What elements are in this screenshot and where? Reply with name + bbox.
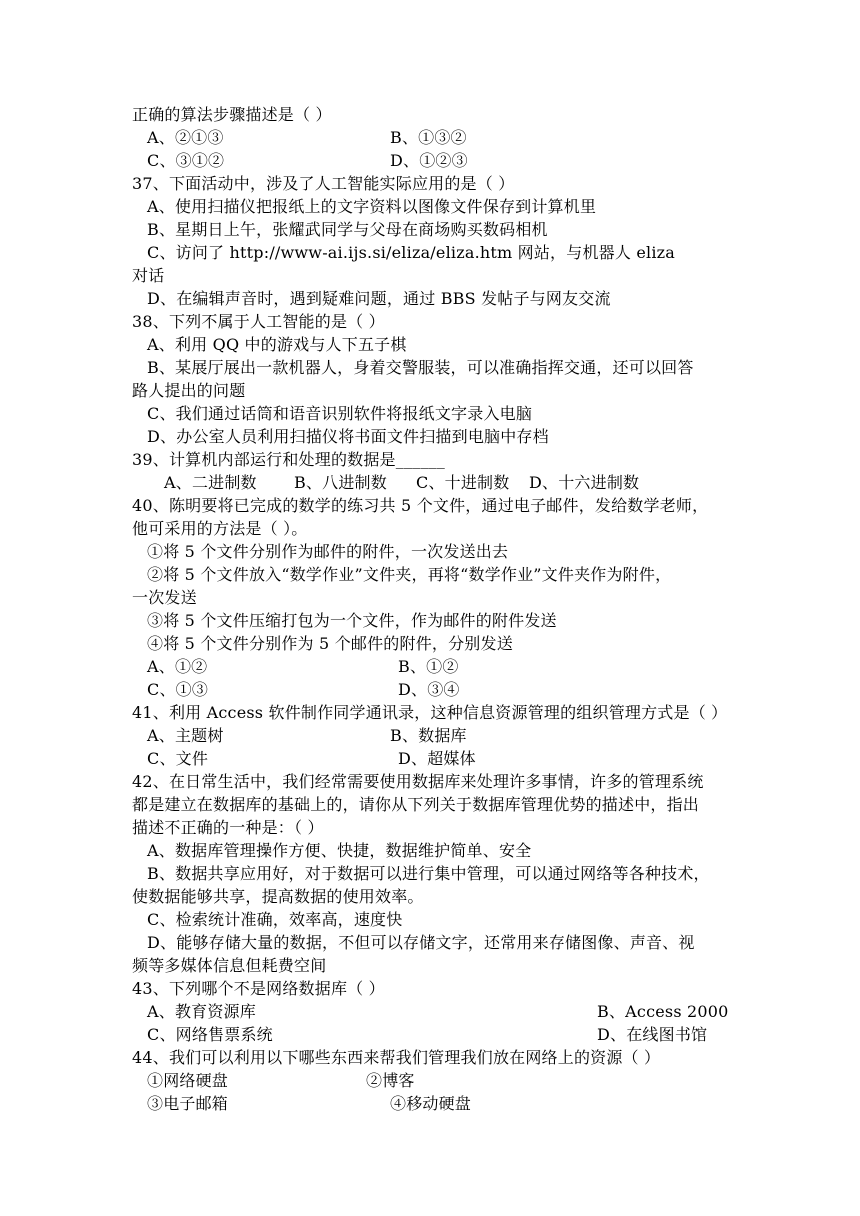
q44-item-3: ③电子邮箱 (147, 1094, 229, 1113)
q40-item-2-line1: ②将 5 个文件放入“数学作业”文件夹，再将“数学作业”文件夹作为附件， (147, 565, 672, 584)
q41-option-b: B、数据库 (390, 726, 467, 745)
q44-stem: 44、我们可以利用以下哪些东西来帮我们管理我们放在网络上的资源（ ） (132, 1048, 661, 1067)
q41-option-a: A、主题树 (147, 726, 224, 745)
q40-stem-line2: 他可采用的方法是（ ）。 (132, 519, 308, 538)
q38-option-a: A、利用 QQ 中的游戏与人下五子棋 (147, 335, 407, 354)
q42-stem-line1: 42、在日常生活中，我们经常需要使用数据库来处理许多事情，许多的管理系统 (132, 772, 704, 791)
q39-option-b: B、八进制数 (294, 473, 387, 492)
q36-option-d: D、①②③ (390, 151, 468, 170)
q40-item-1: ①将 5 个文件分别作为邮件的附件，一次发送出去 (147, 542, 509, 561)
q38-stem: 38、下列不属于人工智能的是（ ） (132, 312, 385, 331)
q41-option-c: C、文件 (147, 749, 209, 768)
q39-stem: 39、计算机内部运行和处理的数据是______ (132, 450, 445, 469)
q43-option-b: B、Access 2000 (597, 1002, 729, 1021)
q42-option-d-line2: 频等多媒体信息但耗费空间 (132, 956, 327, 975)
q40-stem-line1: 40、陈明要将已完成的数学的练习共 5 个文件，通过电子邮件，发给数学老师， (132, 496, 709, 515)
q37-stem: 37、下面活动中，涉及了人工智能实际应用的是（ ） (132, 174, 515, 193)
q42-stem-line2: 都是建立在数据库的基础上的，请你从下列关于数据库管理优势的描述中，指出 (132, 795, 700, 814)
q42-option-d-line1: D、能够存储大量的数据，不但可以存储文字，还常用来存储图像、声音、视 (147, 933, 695, 952)
q44-item-1: ①网络硬盘 (147, 1071, 229, 1090)
q38-option-d: D、办公室人员利用扫描仪将书面文件扫描到电脑中存档 (147, 427, 549, 446)
q43-stem: 43、下列哪个不是网络数据库（ ） (132, 979, 385, 998)
q38-option-c: C、我们通过话筒和语音识别软件将报纸文字录入电脑 (147, 404, 533, 423)
q39-option-a: A、二进制数 (164, 473, 257, 492)
q37-option-a: A、使用扫描仪把报纸上的文字资料以图像文件保存到计算机里 (147, 197, 597, 216)
q37-option-c-line2: 对话 (132, 266, 165, 285)
q38-option-b-line1: B、某展厅展出一款机器人，身着交警服装，可以准确指挥交通，还可以回答 (147, 358, 694, 377)
q40-item-4: ④将 5 个文件分别作为 5 个邮件的附件，分别发送 (147, 634, 513, 653)
q43-option-a: A、教育资源库 (147, 1002, 256, 1021)
q40-option-d: D、③④ (398, 680, 460, 699)
q44-item-2: ②博客 (366, 1071, 415, 1090)
q37-option-c-line1: C、访问了 http://www-ai.ijs.si/eliza/eliza.htm 网站，与机器人 eliza (147, 243, 676, 262)
q39-option-c: C、十进制数 (416, 473, 510, 492)
q42-option-c: C、检索统计准确，效率高，速度快 (147, 910, 403, 929)
q40-item-3: ③将 5 个文件压缩打包为一个文件，作为邮件的附件发送 (147, 611, 557, 630)
q36-option-b: B、①③② (390, 128, 467, 147)
q41-stem: 41、利用 Access 软件制作同学通讯录，这种信息资源管理的组织管理方式是（ ） (132, 703, 728, 722)
q38-option-b-line2: 路人提出的问题 (132, 381, 246, 400)
q43-option-c: C、网络售票系统 (147, 1025, 273, 1044)
q44-item-4: ④移动硬盘 (390, 1094, 472, 1113)
q37-option-d: D、在编辑声音时，遇到疑难问题，通过 BBS 发帖子与网友交流 (147, 289, 611, 308)
q40-item-2-line2: 一次发送 (132, 588, 197, 607)
q40-option-a: A、①② (147, 657, 208, 676)
q37-option-b: B、星期日上午，张耀武同学与父母在商场购买数码相机 (147, 220, 548, 239)
q40-option-c: C、①③ (147, 680, 209, 699)
q39-option-d: D、十六进制数 (529, 473, 640, 492)
q42-option-b-line2: 使数据能够共享，提高数据的使用效率。 (132, 887, 424, 906)
q36-stem: 正确的算法步骤描述是（ ） (132, 105, 332, 124)
q43-option-d: D、在线图书馆 (597, 1025, 708, 1044)
q42-option-b-line1: B、数据共享应用好，对于数据可以进行集中管理，可以通过网络等各种技术， (147, 864, 710, 883)
q36-option-a: A、②①③ (147, 128, 224, 147)
q40-option-b: B、①② (398, 657, 459, 676)
q36-option-c: C、③①② (147, 151, 225, 170)
q42-option-a: A、数据库管理操作方便、快捷，数据维护简单、安全 (147, 841, 532, 860)
q41-option-d: D、超媒体 (398, 749, 476, 768)
q42-stem-line3: 描述不正确的一种是：（ ） (132, 818, 324, 837)
